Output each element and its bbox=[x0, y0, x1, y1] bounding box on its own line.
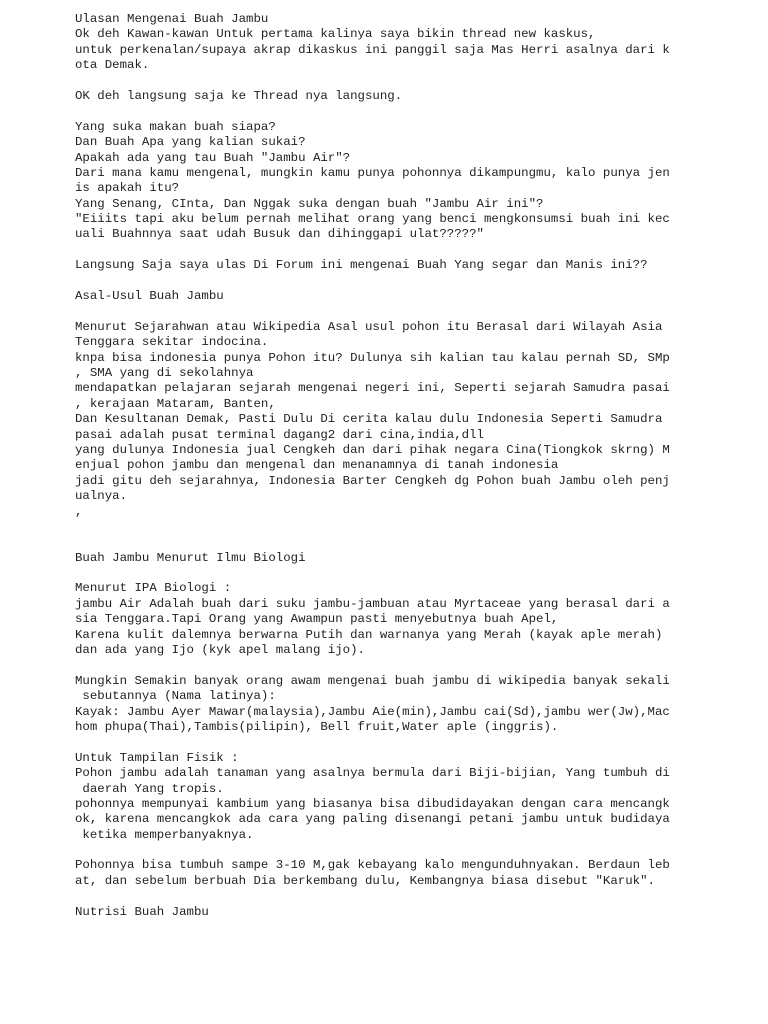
text-line: "Eiiits tapi aku belum pernah melihat orang yang benci mengkonsumsi buah ini kec bbox=[75, 212, 670, 227]
text-line bbox=[75, 304, 755, 319]
text-line: jadi gitu deh sejarahnya, Indonesia Barter Cengkeh dg Pohon buah Jambu oleh penj bbox=[75, 473, 670, 488]
text-line: OK deh langsung saja ke Thread nya langsung. bbox=[75, 88, 403, 103]
text-line bbox=[75, 735, 755, 750]
text-line: Pohonnya bisa tumbuh sampe 3-10 M,gak kebayang kalo mengunduhnyakan. Berdaun leb bbox=[75, 858, 670, 873]
text-line: Ulasan Mengenai Buah Jambu bbox=[75, 12, 269, 26]
text-line: hom phupa(Thai),Tambis(pilipin), Bell fruit,Water aple (inggris). bbox=[75, 719, 559, 734]
text-line bbox=[75, 520, 755, 535]
text-line: daerah Yang tropis. bbox=[75, 781, 224, 796]
text-line: Mungkin Semakin banyak orang awam mengenai buah jambu di wikipedia banyak sekali bbox=[75, 673, 670, 688]
text-line: , SMA yang di sekolahnya bbox=[75, 365, 254, 380]
text-line: Dari mana kamu mengenal, mungkin kamu punya pohonnya dikampungmu, kalo punya jen bbox=[75, 165, 670, 180]
text-line: pasai adalah pusat terminal dagang2 dari cina,india,dll bbox=[75, 427, 484, 442]
text-line: , kerajaan Mataram, Banten, bbox=[75, 396, 276, 411]
text-line: Tenggara sekitar indocina. bbox=[75, 335, 269, 350]
text-line: Langsung Saja saya ulas Di Forum ini mengenai Buah Yang segar dan Manis ini?? bbox=[75, 258, 648, 273]
text-line: , bbox=[75, 504, 83, 519]
text-line: Dan Buah Apa yang kalian sukai? bbox=[75, 135, 306, 150]
text-line: Untuk Tampilan Fisik : bbox=[75, 750, 239, 765]
text-line: sebutannya (Nama latinya): bbox=[75, 689, 276, 704]
text-line bbox=[75, 243, 755, 258]
text-line bbox=[75, 658, 755, 673]
text-line: Apakah ada yang tau Buah "Jambu Air"? bbox=[75, 150, 351, 165]
text-line: uali Buahnnya saat udah Busuk dan dihinggapi ulat?????" bbox=[75, 227, 484, 242]
text-line: Asal-Usul Buah Jambu bbox=[75, 289, 224, 304]
text-line: Dan Kesultanan Demak, Pasti Dulu Di cerita kalau dulu Indonesia Seperti Samudra bbox=[75, 412, 663, 427]
text-line: jambu Air Adalah buah dari suku jambu-jambuan atau Myrtaceae yang berasal dari a bbox=[75, 596, 670, 611]
text-line: pohonnya mempunyai kambium yang biasanya bisa dibudidayakan dengan cara mencangk bbox=[75, 796, 670, 811]
text-line: yang dulunya Indonesia jual Cengkeh dan dari pihak negara Cina(Tiongkok skrng) M bbox=[75, 442, 670, 457]
text-line: ok, karena mencangkok ada cara yang paling disenangi petani jambu untuk budidaya bbox=[75, 812, 670, 827]
text-line bbox=[75, 566, 755, 581]
text-line: sia Tenggara.Tapi Orang yang Awampun pasti menyebutnya buah Apel, bbox=[75, 612, 559, 627]
text-line: ota Demak. bbox=[75, 58, 150, 73]
text-line: Karena kulit dalemnya berwarna Putih dan warnanya yang Merah (kayak aple merah) bbox=[75, 627, 663, 642]
text-line: enjual pohon jambu dan mengenal dan menanamnya di tanah indonesia bbox=[75, 458, 559, 473]
text-line: dan ada yang Ijo (kyk apel malang ijo). bbox=[75, 643, 365, 658]
text-line: Yang Senang, CInta, Dan Nggak suka dengan buah "Jambu Air ini"? bbox=[75, 196, 544, 211]
text-line: Menurut IPA Biologi : bbox=[75, 581, 232, 596]
text-line bbox=[75, 843, 755, 858]
text-line: Yang suka makan buah siapa? bbox=[75, 119, 276, 134]
text-line: Buah Jambu Menurut Ilmu Biologi bbox=[75, 550, 306, 565]
text-line: Ok deh Kawan-kawan Untuk pertama kalinya saya bikin thread new kaskus, bbox=[75, 27, 596, 42]
text-line bbox=[75, 889, 755, 904]
text-line: is apakah itu? bbox=[75, 181, 180, 196]
text-line: knpa bisa indonesia punya Pohon itu? Dulunya sih kalian tau kalau pernah SD, SMp bbox=[75, 350, 670, 365]
text-line bbox=[75, 274, 755, 289]
text-line: mendapatkan pelajaran sejarah mengenai negeri ini, Seperti sejarah Samudra pasai bbox=[75, 381, 670, 396]
document-body bbox=[75, 12, 755, 920]
text-line bbox=[75, 104, 755, 119]
text-line bbox=[75, 535, 755, 550]
text-line bbox=[75, 74, 755, 89]
text-line: Pohon jambu adalah tanaman yang asalnya bermula dari Biji-bijian, Yang tumbuh di bbox=[75, 766, 670, 781]
text-line: Menurut Sejarahwan atau Wikipedia Asal usul pohon itu Berasal dari Wilayah Asia bbox=[75, 319, 663, 334]
text-line: Nutrisi Buah Jambu bbox=[75, 904, 209, 919]
text-line: at, dan sebelum berbuah Dia berkembang dulu, Kembangnya biasa disebut "Karuk". bbox=[75, 873, 655, 888]
text-line: ualnya. bbox=[75, 489, 128, 504]
text-line: ketika memperbanyaknya. bbox=[75, 827, 254, 842]
text-line: Kayak: Jambu Ayer Mawar(malaysia),Jambu Aie(min),Jambu cai(Sd),jambu wer(Jw),Mac bbox=[75, 704, 670, 719]
text-line: untuk perkenalan/supaya akrap dikaskus ini panggil saja Mas Herri asalnya dari k bbox=[75, 42, 670, 57]
